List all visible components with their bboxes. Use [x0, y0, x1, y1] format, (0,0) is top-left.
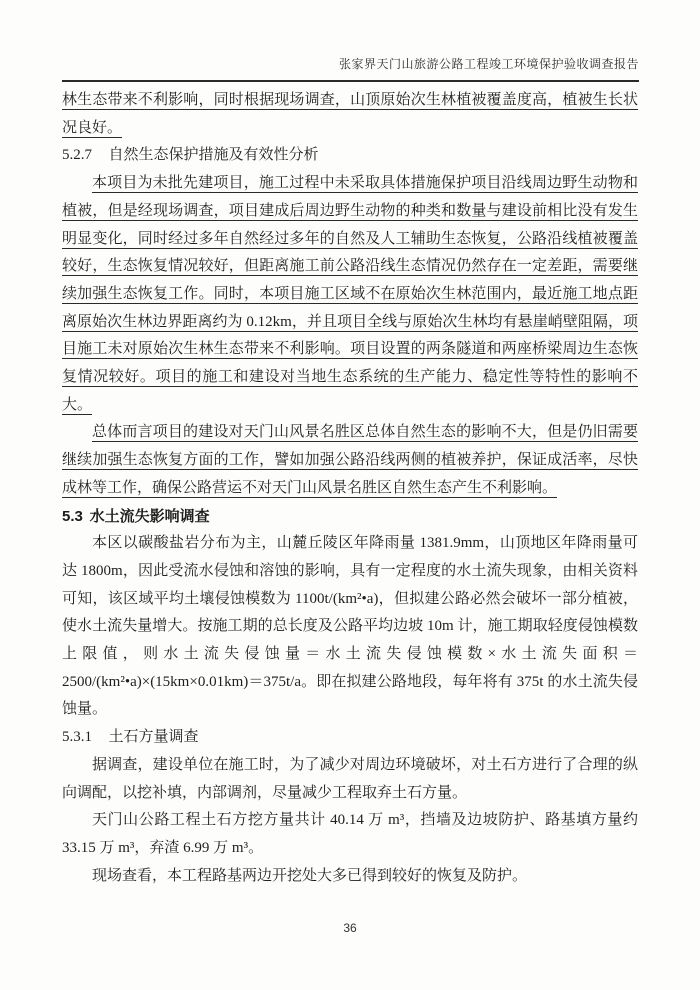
page-header: [62, 56, 639, 82]
paragraph: 天门山公路工程土石方挖方量共计 40.14 万 m³，挡墙及边坡防护、路基填方量约 33.15 万 m³，弃渣 6.99 万 m³。: [62, 812, 638, 856]
header-title: 张家界天门山旅游公路工程竣工环境保护验收调查报告: [338, 57, 639, 71]
section-heading-53: [62, 503, 638, 531]
heading-title: 水土流失影响调查: [89, 507, 210, 525]
paragraph-continuation: 林生态带来不利影响，同时根据现场调查，山顶原始次生林植被覆盖度高，植被生长状况良好。: [62, 92, 638, 136]
heading-number: 5.3.1: [62, 729, 92, 746]
content-area: [62, 87, 638, 890]
page-footer: [0, 921, 700, 935]
section-heading-531: [62, 724, 638, 752]
paragraph: 本区以碳酸盐岩分布为主，山麓丘陵区年降雨量 1381.9mm，山顶地区年降雨量可达 1800m，因此受流水侵蚀和溶蚀的影响，具有一定程度的水土流失现象，由相关资料可知，该区域平均土壤侵蚀模数为 1100t/(km²•a)，但拟建公路必然会破坏一部分植被，使水土流失量增大。按施工期的总长度及公路平均边坡 10m 计，施工期取轻度侵蚀模数上限值，则水土流失侵蚀量＝水土流失侵蚀模数×水土流失面积＝2500/(km²•a)×(15km×0.01km)＝375t/a。即在拟建公路地段，每年将有 375t 的水土流失侵蚀量。: [62, 535, 638, 718]
paragraph: 现场查看，本工程路基两边开挖处大多已得到较好的恢复及防护。: [92, 867, 528, 884]
section-heading-527: [62, 142, 638, 170]
heading-number: 5.2.7: [62, 147, 92, 164]
heading-number: 5.3: [62, 507, 83, 525]
paragraph: 总体而言项目的建设对天门山风景名胜区总体自然生态的影响不大，但是仍旧需要继续加强生态恢复方面的工作，譬如加强公路沿线两侧的植被养护，保证成活率，尽快成林等工作，确保公路营运不对天门山风景名胜区自然生态产生不利影响。: [62, 424, 638, 496]
heading-title: 土石方量调查: [108, 729, 199, 746]
paragraph: 本项目为未批先建项目，施工过程中未采取具体措施保护项目沿线周边野生动物和植被，但是经现场调查，项目建成后周边野生动物的种类和数量与建设前相比没有发生明显变化，同时经过多年自然经过多年的自然及人工辅助生态恢复，公路沿线植被覆盖较好，生态恢复情况较好，但距离施工前公路沿线生态情况仍然存在一定差距，需要继续加强生态恢复工作。同时，本项目施工区域不在原始次生林范围内，最近施工地点距离原始次生林边界距离约为 0.12km，并且项目全线与原始次生林均有悬崖峭壁阻隔，项目施工未对原始次生林生态带来不利影响。项目设置的两条隧道和两座桥梁周边生态恢复情况较好。项目的施工和建设对当地生态系统的生产能力、稳定性等特性的影响不大。: [62, 175, 638, 413]
page-number: 36: [343, 921, 357, 935]
heading-title: 自然生态保护措施及有效性分析: [108, 147, 319, 164]
paragraph: 据调查，建设单位在施工时，为了减少对周边环境破坏，对土石方进行了合理的纵向调配，以挖补填，内部调剂，尽量减少工程取弃土石方量。: [62, 756, 638, 801]
